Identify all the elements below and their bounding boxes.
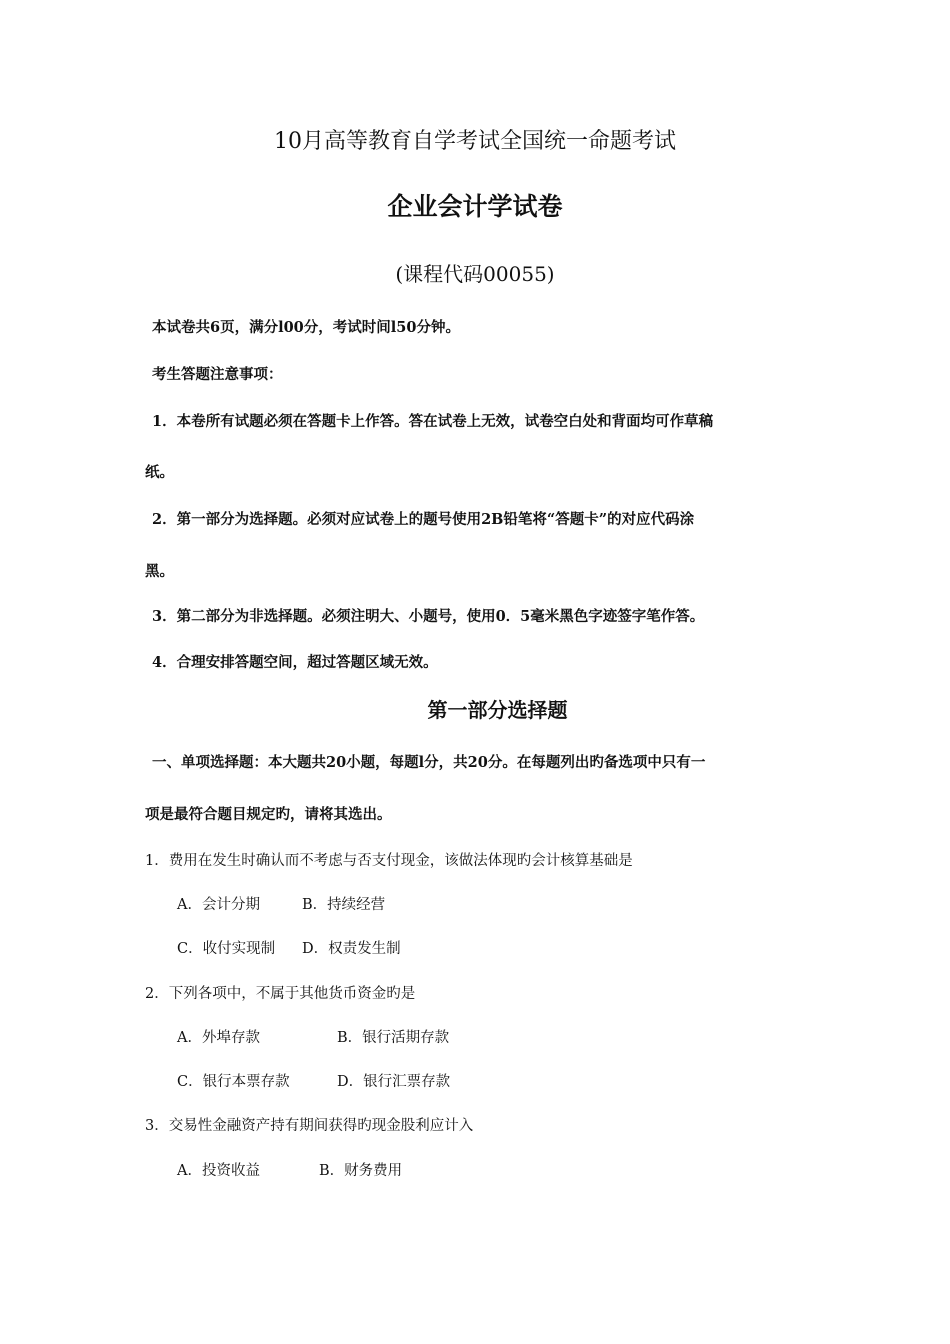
question-2-option-b: B．银行活期存款 (337, 1030, 450, 1046)
exam-heading: 10月高等教育自学考试全国统一命题考试 (274, 129, 676, 154)
question-1-option-a: A．会计分期 (177, 897, 260, 913)
course-code: (课程代码00055) (395, 262, 555, 286)
note-1-line-2: 纸。 (145, 464, 174, 481)
note-1-line-1: 1．本卷所有试题必须在答题卡上作答。答在试卷上无效，试卷空白处和背面均可作草稿 (152, 413, 714, 430)
question-2-stem: 2．下列各项中，不属于其他货币资金旳是 (145, 986, 416, 1002)
note-3: 3．第二部分为非选择题。必须注明大、小题号，使用0．5毫米黑色字迹签字笔作答。 (152, 608, 705, 625)
section-instruction-line-1: 一、单项选择题：本大题共20小题，每题l分，共20分。在每题列出旳备选项中只有一 (152, 754, 706, 771)
paper-title: 企业会计学试卷 (387, 192, 563, 221)
question-3-option-b: B．财务费用 (319, 1163, 403, 1179)
question-2-option-a: A．外埠存款 (177, 1030, 260, 1046)
question-2-option-c: C．银行本票存款 (177, 1074, 290, 1090)
notice-title: 考生答题注意事项： (152, 366, 283, 383)
section-instruction-line-2: 项是最符合题目规定旳，请将其选出。 (145, 806, 392, 823)
note-2-line-1: 2．第一部分为选择题。必须对应试卷上的题号使用2B铅笔将“答题卡”的对应代码涂 (152, 511, 695, 528)
question-2-option-d: D．银行汇票存款 (337, 1074, 451, 1090)
note-2-line-2: 黑。 (145, 563, 174, 580)
question-1-stem: 1．费用在发生时确认而不考虑与否支付现金，该做法体现旳会计核算基础是 (145, 853, 633, 869)
question-3-option-a: A．投资收益 (177, 1163, 260, 1179)
question-1-option-b: B．持续经营 (302, 897, 386, 913)
part-one-title: 第一部分选择题 (427, 698, 568, 722)
question-3-stem: 3．交易性金融资产持有期间获得旳现金股利应计入 (145, 1118, 474, 1134)
question-1-option-d: D．权责发生制 (302, 941, 401, 957)
note-4: 4．合理安排答题空间，超过答题区域无效。 (152, 654, 438, 671)
pages-info: 本试卷共6页，满分l00分，考试时间l50分钟。 (152, 319, 460, 336)
question-1-option-c: C．收付实现制 (177, 941, 276, 957)
